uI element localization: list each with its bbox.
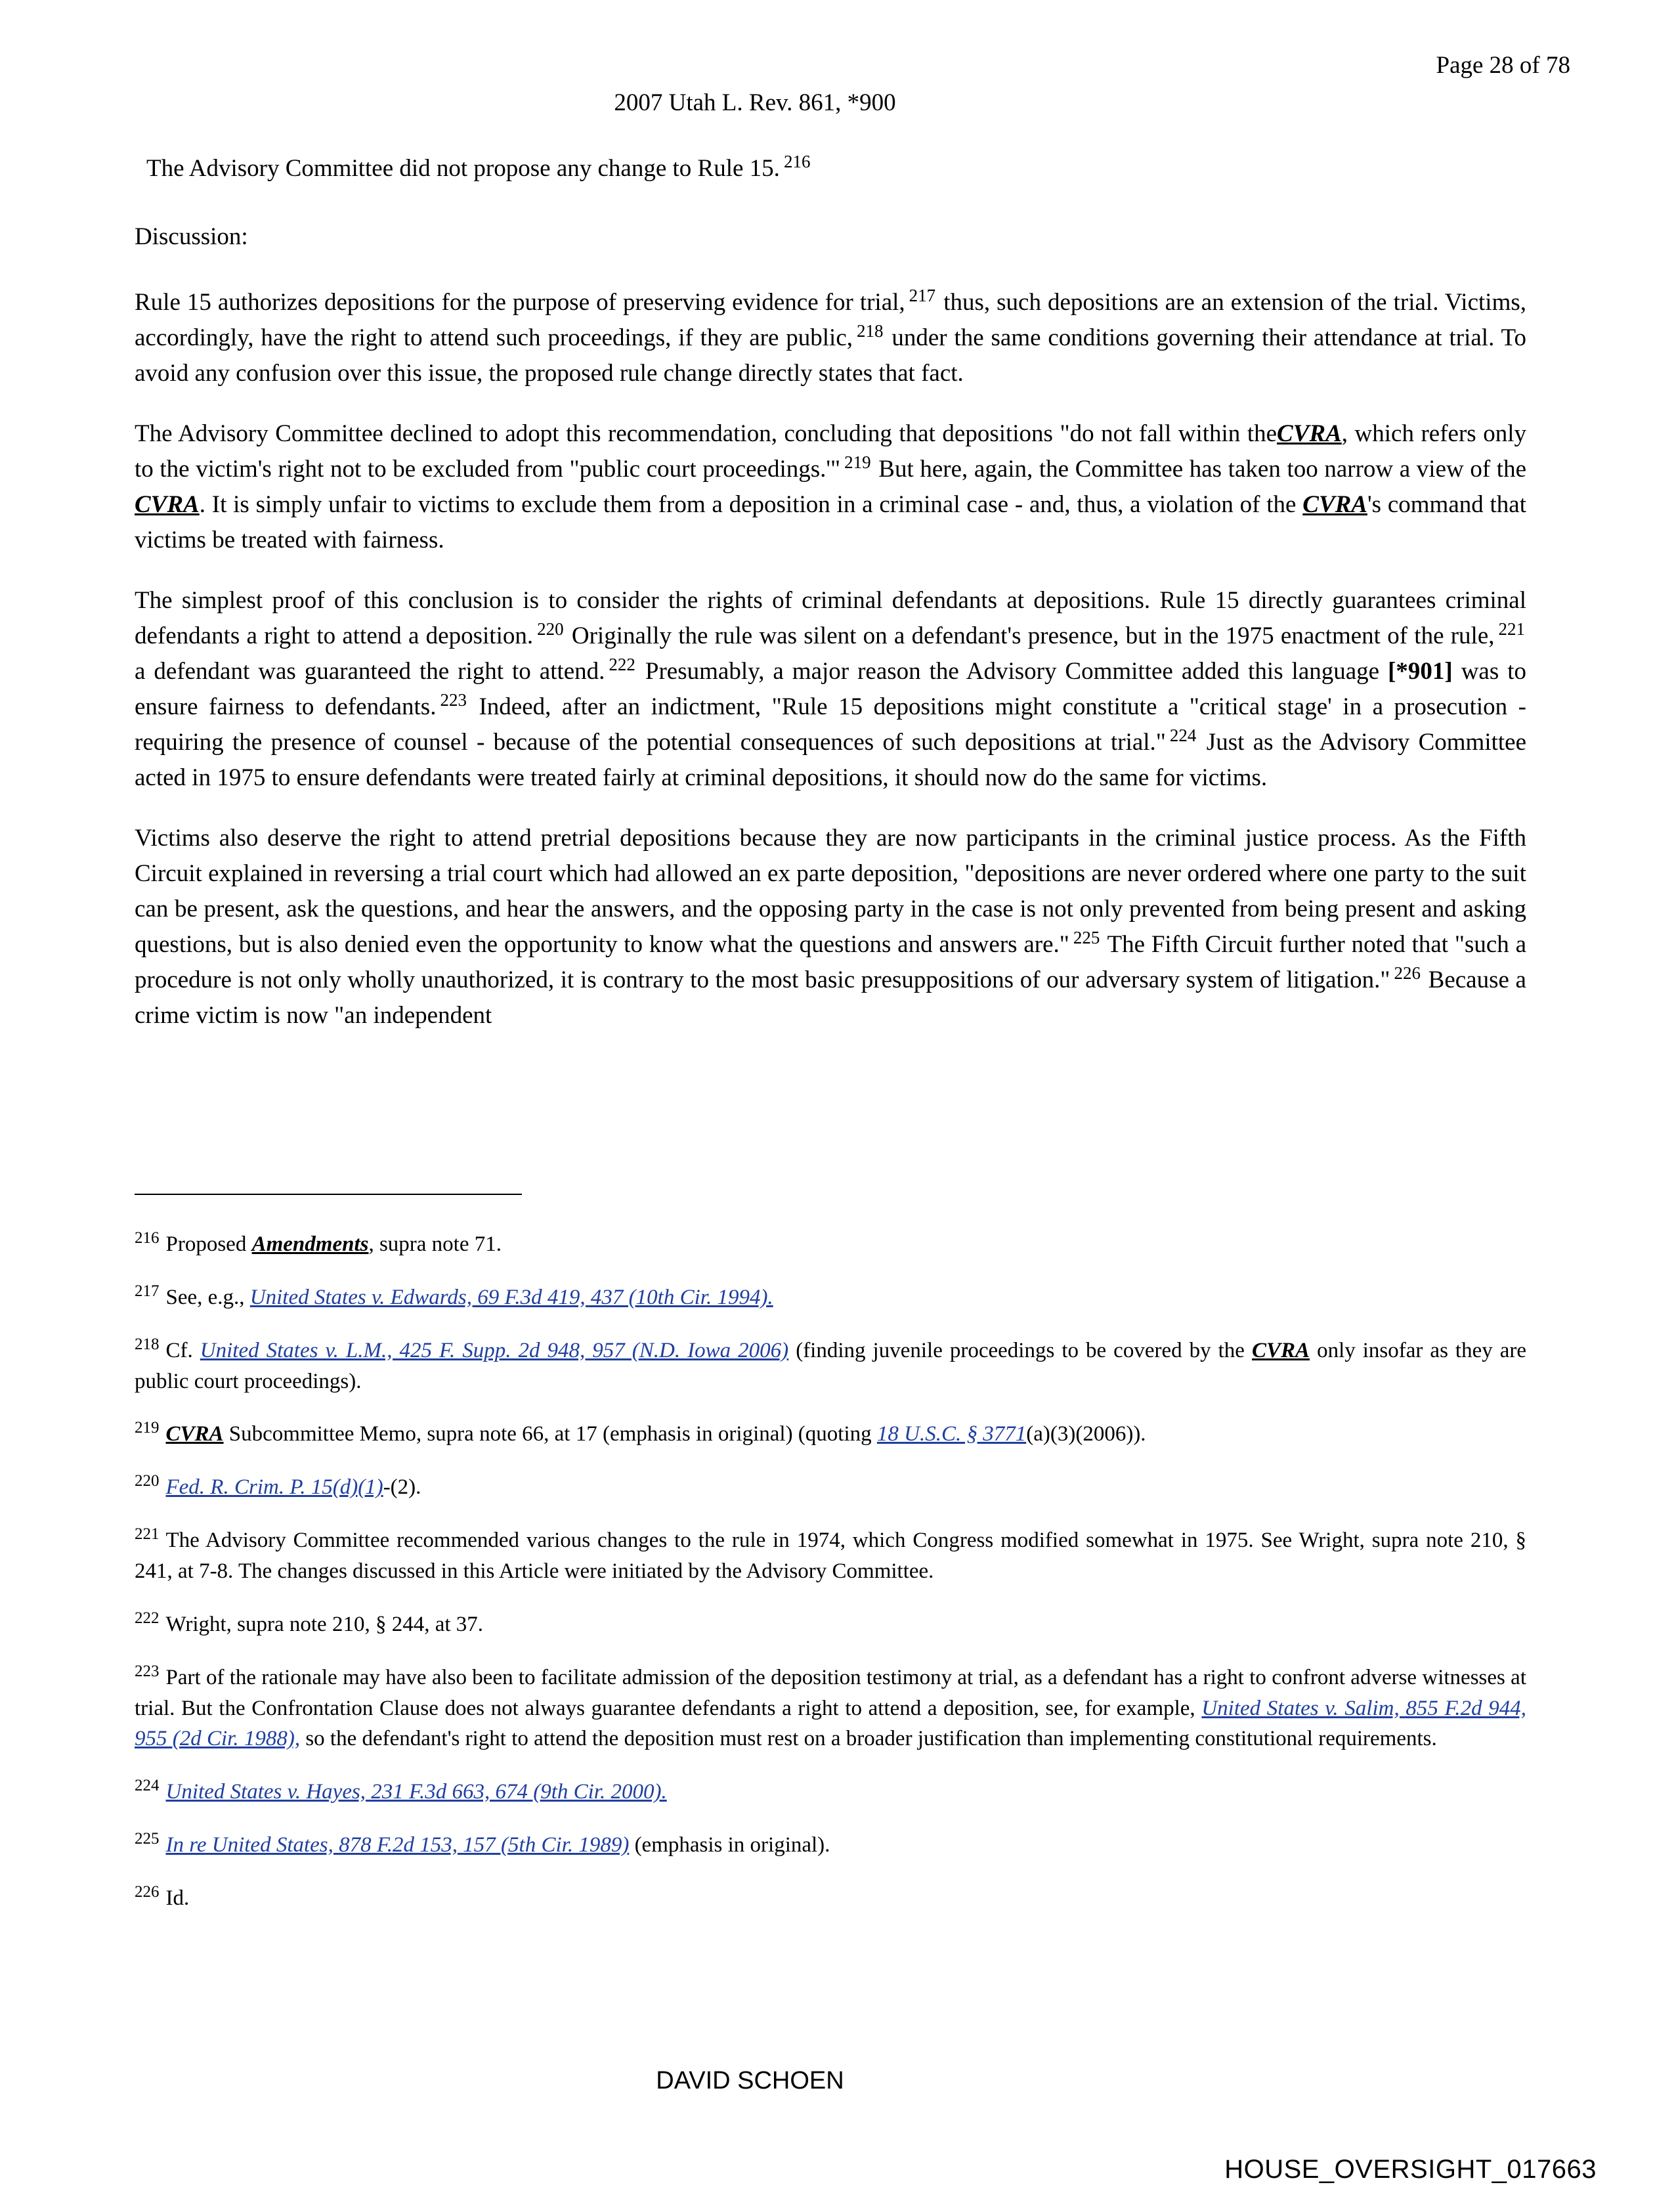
footnote-ref-218: 218 <box>857 320 884 341</box>
page-number: Page 28 of 78 <box>1436 52 1570 79</box>
cvra-mention: CVRA <box>135 491 200 519</box>
footnote-ref-225: 225 <box>1073 927 1100 947</box>
footnote-ref-222: 222 <box>609 654 635 674</box>
footnote-224 <box>135 1777 1526 1808</box>
footnote-text-pre: Proposed <box>165 1232 247 1256</box>
cvra-mention: CVRA <box>165 1422 224 1446</box>
footnote-221 <box>135 1525 1526 1587</box>
footnote-number: 225 <box>135 1830 160 1848</box>
footnote-text-mid: (finding juvenile proceedings to be covered by the <box>796 1338 1245 1362</box>
footnote-223 <box>135 1662 1526 1755</box>
citation-link[interactable]: 18 U.S.C. § 3771 <box>876 1422 1027 1446</box>
footnote-text-post: (a)(3)(2006)). <box>1026 1422 1146 1446</box>
footnote-ref-219: 219 <box>844 452 871 472</box>
footnote-text-pre: Cf. <box>165 1338 193 1362</box>
footnote-220 <box>135 1472 1526 1503</box>
footnote-separator-rule <box>135 1194 522 1195</box>
paragraph-2 <box>135 285 1526 391</box>
footnote-226 <box>135 1883 1526 1914</box>
footnote-text-post: -(2). <box>383 1475 421 1500</box>
footnote-ref-221: 221 <box>1498 618 1526 639</box>
paragraph-3 <box>135 416 1526 558</box>
footnote-text-post: only insofar as they are public court proceedings). <box>135 1338 1527 1393</box>
footnote-italic-title: Amendments <box>251 1232 369 1256</box>
paragraph-4-part-g: Just as the Advisory Committee acted in 1975 to ensure defendants were treated fairly at criminal depositions, it should now do the same for victims. <box>135 729 1527 792</box>
footnote-text-pre: See, e.g., <box>165 1285 245 1309</box>
signature-line <box>0 2067 1674 2095</box>
footnote-text-post: (emphasis in original). <box>634 1833 830 1857</box>
paragraph-3-part-e: 's command that victims be treated with fairness. <box>135 491 1527 554</box>
footnote-ref-217: 217 <box>909 285 936 305</box>
running-head <box>0 89 1674 117</box>
paragraph-5-part-b: The Fifth Circuit further noted that "such a procedure is not only wholly unauthorized, it is contrary to the most basic presuppositions of our adversary system of litigation." <box>135 931 1526 994</box>
bates-stamp: HOUSE_OVERSIGHT_017663 <box>1224 2155 1597 2184</box>
paragraph-4-part-e: was to ensure fairness to defendants. <box>135 658 1526 721</box>
footnote-216 <box>135 1229 1526 1260</box>
paragraph-4 <box>135 583 1526 796</box>
discussion-label-text: Discussion: <box>135 223 248 251</box>
body-text-area <box>135 151 1526 1058</box>
citation-link[interactable]: United States v. L.M., 425 F. Supp. 2d 948, 957 (N.D. Iowa 2006) <box>200 1338 789 1362</box>
footnote-text-post: so the defendant's right to attend the deposition must rest on a broader justification than implementing constitutional requirements. <box>305 1727 1437 1751</box>
footnote-text: The Advisory Committee recommended various changes to the rule in 1974, which Congress modified somewhat in 1975. See Wright, supra note 210, § 241, at 7-8. The changes discussed in this Article were initiated by the Advisory Committee. <box>135 1529 1526 1584</box>
footnote-219 <box>135 1419 1526 1450</box>
citation-link[interactable]: United States v. Edwards, 69 F.3d 419, 437 (10th Cir. 1994). <box>249 1285 773 1309</box>
footnotes-area <box>135 1229 1526 1936</box>
citation-link[interactable]: Fed. R. Crim. P. 15(d)(1) <box>165 1475 383 1500</box>
cvra-mention: CVRA <box>1252 1338 1310 1362</box>
paragraph-5-part-a: Victims also deserve the right to attend pretrial depositions because they are now participants in the criminal justice process. As the Fifth Circuit explained in reversing a trial court which had allowed an ex parte deposition, "depositions are never ordered where one party to the suit can be present, ask the questions, and hear the answers, and the opposing party in the case is not only prevented from being present and asking questions, but is also denied even the opportunity to know what the questions and answers are." <box>135 825 1526 959</box>
citation-link[interactable]: United States v. Hayes, 231 F.3d 663, 674 (9th Cir. 2000). <box>165 1780 667 1804</box>
footnote-ref-223: 223 <box>440 689 467 710</box>
paragraph-5 <box>135 821 1526 1033</box>
footnote-number: 226 <box>135 1883 160 1901</box>
paragraph-3-part-d: . It is simply unfair to victims to exclude them from a deposition in a criminal case - and, thus, a violation of the <box>199 491 1297 519</box>
paragraph-3-part-c: But here, again, the Committee has taken too narrow a view of the <box>878 456 1526 483</box>
paragraph-3-part-b: , which refers only to the victim's right not to be excluded from "public court proceedings.'" <box>135 420 1526 483</box>
paragraph-5-part-c: Because a crime victim is now "an independent <box>135 966 1526 1030</box>
cvra-mention: CVRA <box>1302 491 1367 519</box>
footnote-number: 221 <box>135 1525 160 1544</box>
paragraph-4-part-f: Indeed, after an indictment, "Rule 15 depositions might constitute a "critical stage' in a prosecution - requiring the presence of counsel - because of the potential consequences of such depositions at trial." <box>135 693 1526 756</box>
star-page-marker: [*901] <box>1388 658 1453 685</box>
paragraph-1 <box>135 151 1526 186</box>
footnote-text-post: , supra note 71. <box>368 1232 502 1256</box>
cvra-mention: CVRA <box>1277 420 1342 448</box>
footnote-number: 219 <box>135 1419 160 1437</box>
footnote-text: Id. <box>165 1886 190 1911</box>
running-head-text: 2007 Utah L. Rev. 861, *900 <box>614 89 896 116</box>
paragraph-4-part-d: Presumably, a major reason the Advisory Committee added this language <box>645 658 1380 685</box>
paragraph-2-part-b: thus, such depositions are an extension of the trial. Victims, accordingly, have the right to attend such proceedings, if they are public, <box>135 289 1526 352</box>
footnote-ref-220: 220 <box>537 618 564 639</box>
footnote-ref-224: 224 <box>1169 725 1197 745</box>
paragraph-4-part-b: Originally the rule was silent on a defendant's presence, but in the 1975 enactment of the rule, <box>571 622 1495 650</box>
footnote-number: 223 <box>135 1662 160 1680</box>
citation-link[interactable]: In re United States, 878 F.2d 153, 157 (5th Cir. 1989) <box>165 1833 630 1857</box>
footnote-218 <box>135 1335 1526 1397</box>
footnote-217 <box>135 1282 1526 1313</box>
footnote-text-mid: Subcommittee Memo, supra note 66, at 17 (emphasis in original) (quoting <box>228 1422 872 1446</box>
footnote-number: 224 <box>135 1777 160 1795</box>
footnote-222 <box>135 1609 1526 1640</box>
paragraph-3-part-a: The Advisory Committee declined to adopt this recommendation, concluding that depositions "do not fall within the <box>135 420 1277 448</box>
paragraph-2-part-c: under the same conditions governing their attendance at trial. To avoid any confusion over this issue, the proposed rule change directly states that fact. <box>135 324 1527 387</box>
footnote-ref-216: 216 <box>783 151 811 171</box>
paragraph-4-part-a: The simplest proof of this conclusion is to consider the rights of criminal defendants at depositions. Rule 15 directly guarantees criminal defendants a right to attend a deposition. <box>135 587 1526 650</box>
footnote-text: Wright, supra note 210, § 244, at 37. <box>165 1612 484 1636</box>
footnote-number: 217 <box>135 1282 160 1300</box>
signature-name: DAVID SCHOEN <box>656 2067 844 2094</box>
paragraph-2-part-a: Rule 15 authorizes depositions for the purpose of preserving evidence for trial, <box>135 289 905 316</box>
discussion-label <box>135 219 1526 255</box>
footnote-text-pre: Part of the rationale may have also been to facilitate admission of the deposition testimony at trial, as a defendant has a right to confront adverse witnesses at trial. But the Confrontation Clause does not always guarantee defendants a right to attend a deposition, see, for example, <box>135 1665 1526 1720</box>
paragraph-4-part-c: a defendant was guaranteed the right to attend. <box>135 658 605 685</box>
footnote-number: 220 <box>135 1472 160 1490</box>
footnote-number: 216 <box>135 1229 160 1247</box>
footnote-ref-226: 226 <box>1394 963 1421 983</box>
footnote-number: 218 <box>135 1335 160 1353</box>
footnote-225 <box>135 1830 1526 1861</box>
footnote-number: 222 <box>135 1609 160 1627</box>
citation-link[interactable]: United States v. Salim, 855 F.2d 944, 955 (2d Cir. 1988), <box>135 1696 1527 1751</box>
paragraph-1-text: The Advisory Committee did not propose any change to Rule 15. <box>146 155 780 182</box>
